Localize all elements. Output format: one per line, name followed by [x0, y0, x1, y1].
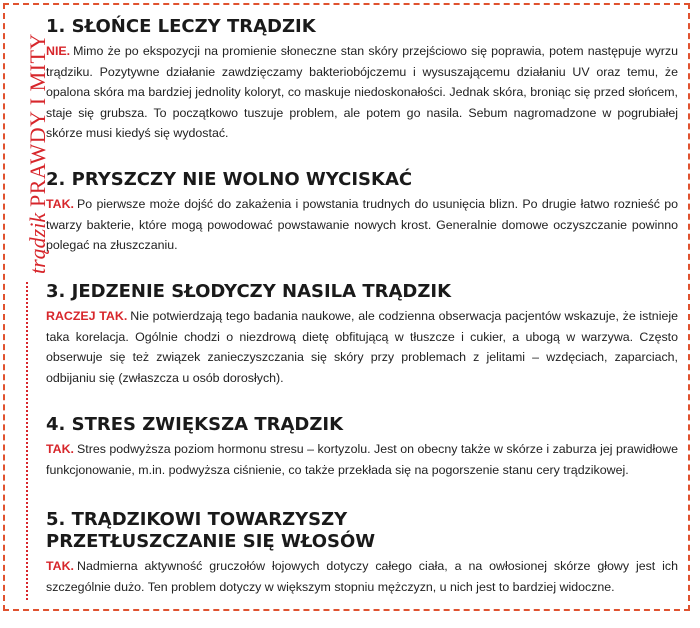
verdict-label: TAK. [46, 559, 74, 573]
section-4 [46, 414, 678, 509]
section-3 [46, 281, 678, 414]
section-5 [46, 509, 678, 599]
verdict-label: NIE. [46, 44, 71, 58]
section-text [46, 41, 678, 144]
section-heading-line-2: PRZETŁUSZCZANIE SIĘ WŁOSÓW [46, 531, 376, 552]
section-body: Mimo że po ekspozycji na promienie słoneczne stan skóry przejściowo się poprawia, potem następuje wyrzu trądziku. Pozytywne działanie zawdzięczamy bakteriobójczemu i wysuszającemu działaniu UV oraz temu, że opalona skóra ma bardziej jednolity koloryt, co maskuje niedoskonałości. Jednak skóra, broniąc się przed słońcem, staje się grubsza. To początkowo tuszuje problem, ale potem go nasila. Sebum nagromadzone w pogrubiałej skórze musi kiedyś się wydostać. [46, 44, 678, 141]
section-2 [46, 169, 678, 281]
section-body: Po pierwsze może dojść do zakażenia i powstania trudnych do usunięcia blizn. Po drugie łatwo roznieść po twarzy bakterie, które mogą powodować powstawanie nowych krost. Generalnie domowe oczyszczanie powinno polegać na złuszczaniu. [46, 197, 678, 253]
verdict-label: TAK. [46, 197, 74, 211]
section-heading-line-1: 5. TRĄDZIKOWI TOWARZYSZY [46, 509, 348, 530]
section-heading: 2. PRYSZCZY NIE WOLNO WYCISKAĆ [46, 169, 413, 190]
section-1 [46, 16, 678, 169]
verdict-label: RACZEJ TAK. [46, 309, 128, 323]
section-text [46, 439, 678, 480]
sidebar [10, 12, 50, 602]
sidebar-series: PRAWDY I MITY [25, 33, 50, 208]
section-body: Nadmierna aktywność gruczołów łojowych dotyczy całego ciała, a na owłosionej skórze głowy jest ich szczególnie dużo. Ten problem dotyczy w większym stopniu mężczyzn, u nich jest to bardziej widoczne. [46, 559, 678, 594]
verdict-label: TAK. [46, 442, 74, 456]
section-heading: 1. SŁOŃCE LECZY TRĄDZIK [46, 16, 316, 37]
sidebar-dotted-line [26, 282, 28, 600]
section-heading: 3. JEDZENIE SŁODYCZY NASILA TRĄDZIK [46, 281, 452, 302]
section-body: Stres podwyższa poziom hormonu stresu – kortyzolu. Jest on obecny także w skórze i zaburza jej prawidłowe funkcjonowanie, m.in. podwyższa ciśnienie, co także przekłada się na pogorszenie stanu cery trądzikowej. [46, 442, 678, 477]
section-heading: 4. STRES ZWIĘKSZA TRĄDZIK [46, 414, 344, 435]
section-text [46, 306, 678, 388]
sidebar-category: trądzik [25, 212, 50, 274]
section-text [46, 194, 678, 256]
section-text [46, 556, 678, 597]
section-heading [46, 509, 678, 553]
section-body: Nie potwierdzają tego badania naukowe, ale codzienna obserwacja pacjentów wskazuje, że istnieje taka korelacja. Ogólnie chodzi o niezdrową dietę obfitującą w tłuszcze i cukier, a ubogą w warzywa. Często obserwuje się też związek zanieczyszczania się skóry przy problemach z jelitami – wzdęciach, zaparciach, odbijaniu się (zwłaszcza u osób dorosłych). [46, 309, 678, 385]
article-content [46, 16, 678, 599]
